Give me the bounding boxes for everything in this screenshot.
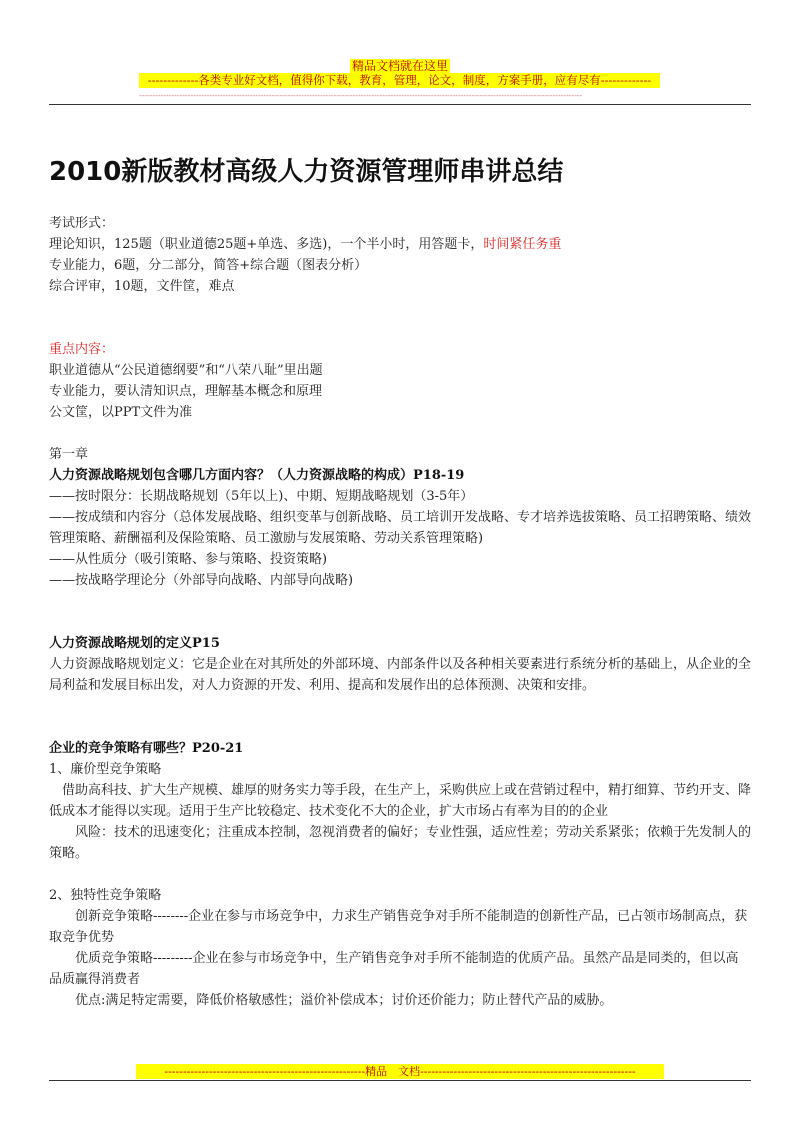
question-competitive-strategies: 企业的竞争策略有哪些？P20-21: [49, 741, 244, 756]
key-line-ethics: 职业道德从“公民道德纲要”和“八荣八耻”里出题: [49, 363, 323, 378]
strategy-advantages-text: 优点:满足特定需要，降低价格敏感性；溢价补偿成本；讨价还价能力；防止替代产品的威胁。: [75, 993, 613, 1008]
key-line-skills: 专业能力，要认清知识点，理解基本概念和原理: [49, 384, 323, 399]
strategy-cost-text: 借助高科技、扩大生产规模、雄厚的财务实力等手段，在生产上，采购供应上或在营销过程中，精打细算、节约开支、降低成本才能得以实现。适用于生产比较稳定、技术变化不大的企业，扩大市场占有率为目的的企业: [49, 783, 752, 819]
question-strategy-definition: 人力资源战略规划的定义P15: [49, 636, 220, 651]
list-item: ——按时限分：长期战略规划（5年以上)、中期、短期战略规划（3-5年）: [49, 489, 474, 504]
strategy-quality-text: 优质竞争策略---------企业在参与市场竞争中，生产销售竞争对手所不能制造的优质产品。虽然产品是同类的，但以高品质赢得消费者: [49, 951, 739, 987]
document-title: 2010新版教材高级人力资源管理师串讲总结: [49, 157, 564, 187]
key-line-inbasket: 公文筐，以PPT文件为准: [49, 405, 193, 420]
strategy-cost-title: 1、廉价型竞争策略: [49, 762, 162, 777]
header-dashed-line: --------------------------------------------------------------------------------------------------------------------------------------------------------------------: [139, 91, 583, 100]
exam-heading: 考试形式：: [49, 216, 115, 231]
list-item: ——按战略学理论分（外部导向战略、内部导向战略): [49, 573, 354, 588]
question-strategy-components: 人力资源战略规划包含哪几方面内容？（人力资源战略的构成）P18-19: [49, 468, 465, 483]
exam-line-skills: 专业能力，6题，分二部分，简答+综合题（图表分析）: [49, 258, 368, 273]
footer-banner: ------------------------------------------------------精品 文档----------------------------------------------------------: [136, 1064, 664, 1079]
strategy-innovation-text: 创新竞争策略--------企业在参与市场竞争中，力求生产销售竞争对手所不能制造的创新性产品，已占领市场制高点，获取竞争优势: [49, 909, 748, 945]
document-body: [49, 213, 751, 1011]
header-rule: [49, 104, 751, 105]
header-banner-title: 精品文档就在这里: [351, 59, 448, 73]
exam-time-warning: 时间紧任务重: [483, 237, 562, 252]
header-banner-slogan: -------------各类专业好文档，值得你下载，教育，管理，论文，制度，方案手册，应有尽有-------------: [139, 73, 660, 88]
list-item: ——从性质分（吸引策略、参与策略、投资策略): [49, 552, 328, 567]
strategy-cost-risk: 风险：技术的迅速变化；注重成本控制，忽视消费者的偏好；专业性强，适应性差；劳动关系紧张；依赖于先发制人的策略。: [49, 825, 752, 861]
exam-line-theory: 理论知识，125题（职业道德25题+单选、多选)，一个半小时，用答题卡，时间紧任务重: [49, 237, 562, 252]
footer-rule: [49, 1080, 751, 1081]
key-heading: 重点内容：: [49, 342, 115, 357]
strategy-unique-title: 2、独特性竞争策略: [49, 888, 162, 903]
exam-line-review: 综合评审，10题，文件筐，难点: [49, 279, 235, 294]
definition-text: 人力资源战略规划定义：它是企业在对其所处的外部环境、内部条件以及各种相关要素进行系统分析的基础上，从企业的全局利益和发展目标出发，对人力资源的开发、利用、提高和发展作出的总体预测、决策和安排。: [49, 657, 752, 693]
list-item: ——按成绩和内容分（总体发展战略、组织变革与创新战略、员工培训开发战略、专才培养选拔策略、员工招聘策略、绩效管理策略、薪酬福利及保险策略、员工激励与发展策略、劳动关系管理策略): [49, 510, 752, 546]
chapter-label: 第一章: [49, 447, 89, 462]
